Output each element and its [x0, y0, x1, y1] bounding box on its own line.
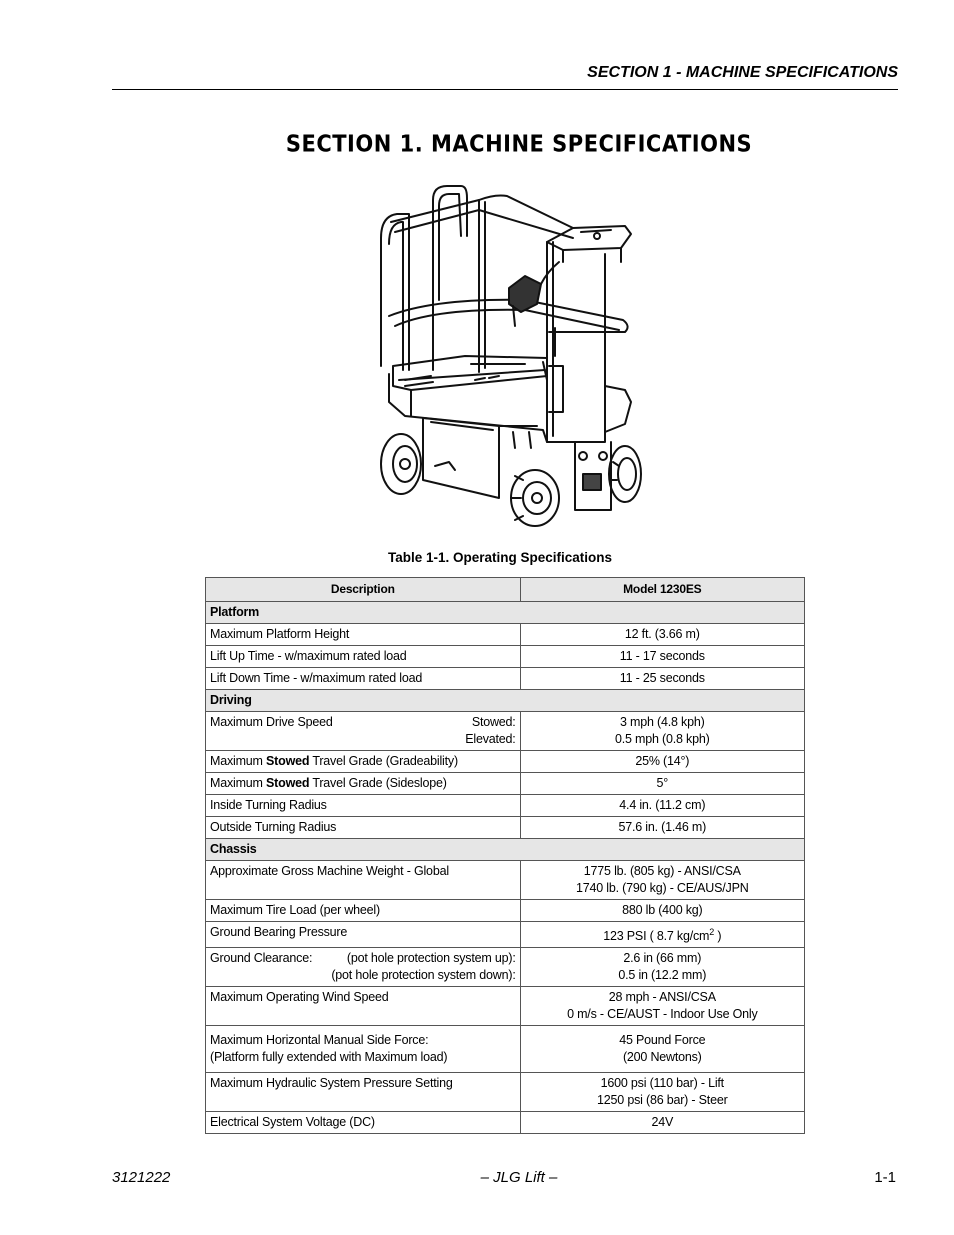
row-value: 45 Pound Force	[619, 1033, 706, 1048]
row-note: (pot hole protection system down):	[331, 968, 516, 983]
row-value: 1250 psi (86 bar) - Steer	[597, 1093, 728, 1108]
row-value-cell	[520, 987, 804, 1026]
doc-number: 3121222	[112, 1169, 171, 1186]
row-value-superscript: 2	[709, 927, 715, 937]
section-row-platform	[206, 602, 805, 624]
row-value-cell	[520, 712, 804, 751]
table-row	[206, 1112, 805, 1134]
row-value-cell	[520, 922, 804, 948]
row-value: 4.4 in. (11.2 cm)	[520, 795, 804, 817]
row-value: 123 PSI ( 8.7 kg/cm	[603, 929, 710, 944]
section-row-chassis	[206, 839, 805, 861]
row-label: Inside Turning Radius	[206, 795, 521, 817]
table-row	[206, 987, 805, 1026]
page-title: SECTION 1. MACHINE SPECIFICATIONS	[285, 131, 753, 157]
row-label-prefix: Maximum	[210, 776, 267, 790]
row-label-bold: Stowed	[266, 776, 310, 790]
operating-specifications-table	[205, 577, 805, 1134]
table-row	[206, 751, 805, 773]
row-label: Maximum Platform Height	[206, 624, 521, 646]
page-number: 1-1	[874, 1169, 896, 1186]
running-header: SECTION 1 - MACHINE SPECIFICATIONS	[587, 64, 898, 81]
section-label: Driving	[206, 690, 805, 712]
table-row	[206, 900, 805, 922]
row-label-cell	[206, 773, 521, 795]
row-label: Ground Bearing Pressure	[206, 922, 521, 948]
row-label: Approximate Gross Machine Weight - Global	[206, 861, 521, 900]
row-label-suffix: Travel Grade (Sideslope)	[309, 776, 447, 790]
table-row	[206, 1026, 805, 1073]
row-value: 2.6 in (66 mm)	[623, 951, 702, 966]
table-row	[206, 948, 805, 987]
row-label: Maximum Drive Speed	[210, 715, 333, 729]
table-row	[206, 646, 805, 668]
table-row	[206, 1073, 805, 1112]
row-value: 0.5 mph (0.8 kph)	[615, 732, 710, 746]
row-label: Lift Down Time - w/maximum rated load	[206, 668, 521, 690]
row-value: 1740 lb. (790 kg) - CE/AUS/JPN	[576, 881, 749, 895]
row-value: 25% (14°)	[520, 751, 804, 773]
row-label: Maximum Operating Wind Speed	[206, 987, 521, 1026]
table-row	[206, 668, 805, 690]
row-value-cell	[520, 1026, 804, 1073]
table-header-row	[206, 578, 805, 602]
row-value-cell	[520, 1073, 804, 1112]
section-row-driving	[206, 690, 805, 712]
row-value-end: )	[714, 929, 722, 944]
row-note: (pot hole protection system up):	[346, 951, 516, 966]
row-value-cell	[520, 861, 804, 900]
row-label: (Platform fully extended with Maximum load)	[210, 1050, 448, 1065]
row-label-suffix: Travel Grade (Gradeability)	[309, 754, 458, 768]
row-value: 1600 psi (110 bar) - Lift	[600, 1076, 724, 1091]
row-value: 880 lb (400 kg)	[520, 900, 804, 922]
table-row	[206, 795, 805, 817]
row-label-bold: Stowed	[266, 754, 310, 768]
stowed-label: Stowed:	[471, 715, 516, 729]
header-divider	[112, 89, 898, 90]
row-value: 0 m/s - CE/AUST - Indoor Use Only	[567, 1007, 758, 1022]
row-value: 11 - 17 seconds	[520, 646, 804, 668]
row-value: 0.5 in (12.2 mm)	[618, 968, 707, 983]
footer-brand: – JLG Lift –	[480, 1169, 558, 1186]
row-label: Maximum Horizontal Manual Side Force:	[210, 1033, 429, 1048]
row-value: 11 - 25 seconds	[520, 668, 804, 690]
table-row	[206, 922, 805, 948]
row-value: 57.6 in. (1.46 m)	[520, 817, 804, 839]
row-value-cell	[520, 948, 804, 987]
section-label: Chassis	[206, 839, 805, 861]
row-label: Ground Clearance:	[210, 951, 313, 966]
row-label: Maximum Tire Load (per wheel)	[206, 900, 521, 922]
table-row	[206, 817, 805, 839]
table-row	[206, 773, 805, 795]
row-label: Outside Turning Radius	[206, 817, 521, 839]
section-label: Platform	[206, 602, 805, 624]
table-row	[206, 624, 805, 646]
row-label-prefix: Maximum	[210, 754, 267, 768]
row-label: Maximum Hydraulic System Pressure Setting	[206, 1073, 521, 1112]
row-label: Lift Up Time - w/maximum rated load	[206, 646, 521, 668]
table-caption: Table 1-1. Operating Specifications	[387, 550, 613, 565]
table-row	[206, 712, 805, 751]
row-label-cell	[206, 948, 521, 987]
row-label-cell	[206, 1026, 521, 1073]
elevated-label: Elevated:	[465, 732, 516, 746]
row-value: 24V	[520, 1112, 804, 1134]
row-value: (200 Newtons)	[622, 1050, 702, 1065]
row-label-cell	[206, 712, 521, 751]
row-value: 1775 lb. (805 kg) - ANSI/CSA	[583, 864, 741, 878]
row-label: Electrical System Voltage (DC)	[206, 1112, 521, 1134]
row-value: 12 ft. (3.66 m)	[520, 624, 804, 646]
row-value: 3 mph (4.8 kph)	[620, 715, 705, 729]
row-value: 28 mph - ANSI/CSA	[608, 990, 716, 1005]
column-header-description: Description	[206, 578, 521, 602]
table-row	[206, 861, 805, 900]
scissor-lift-illustration	[375, 180, 643, 530]
row-label-cell	[206, 751, 521, 773]
column-header-model: Model 1230ES	[520, 578, 804, 602]
row-value: 5°	[520, 773, 804, 795]
